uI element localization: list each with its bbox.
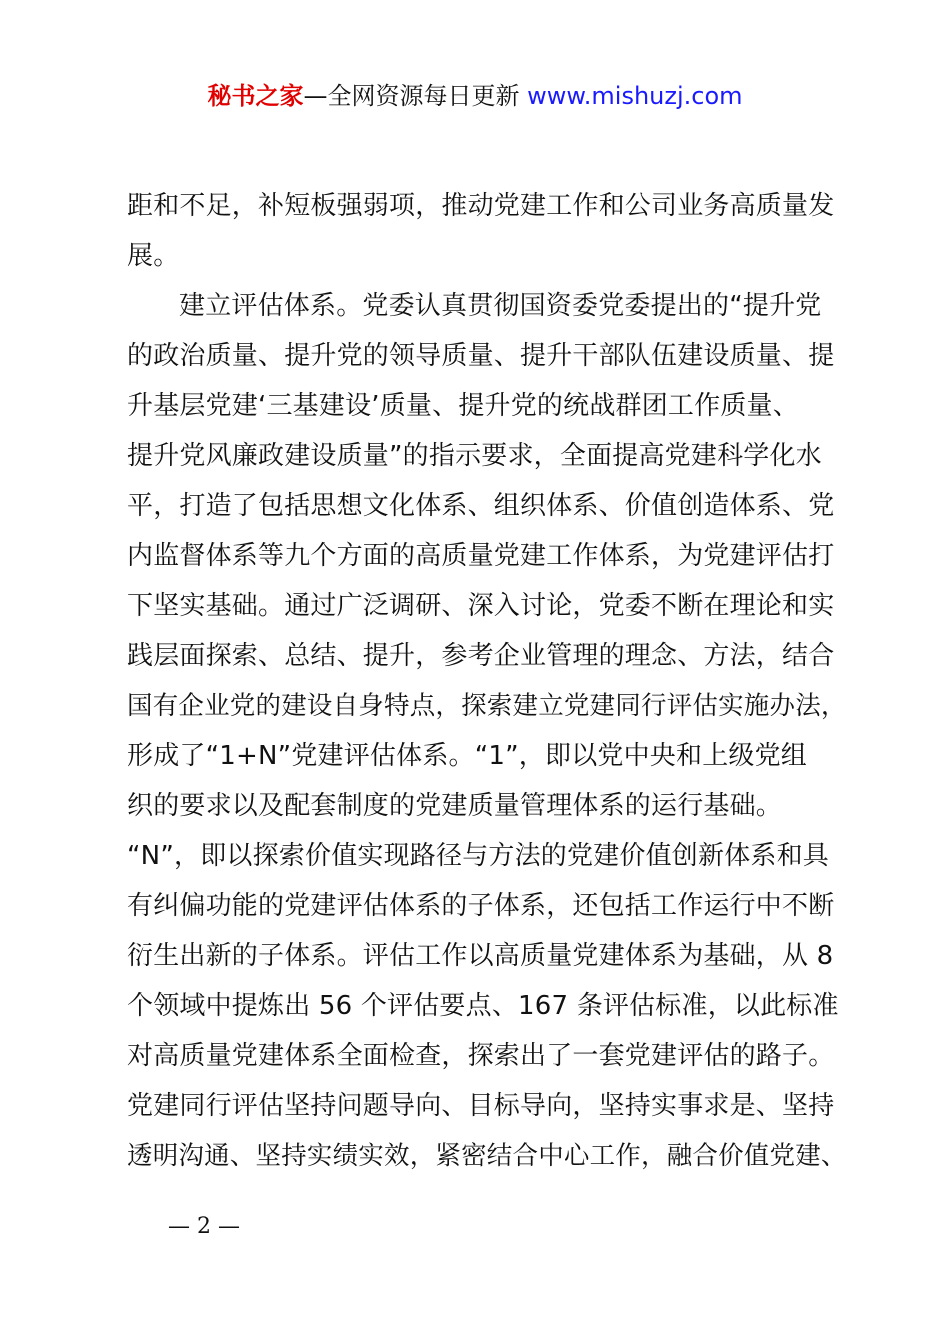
- body-line: 践层面探索、总结、提升，参考企业管理的理念、方法，结合: [127, 641, 835, 671]
- body-line: 提升党风廉政建设质量”的指示要求，全面提高党建科学化水: [127, 441, 822, 471]
- body-line: 展。: [127, 241, 180, 271]
- body-line: 织的要求以及配套制度的党建质量管理体系的运行基础。: [127, 791, 783, 821]
- banner-url-link[interactable]: www.mishuzj.com: [527, 82, 743, 110]
- body-line: 下坚实基础。通过广泛调研、深入讨论，党委不断在理论和实: [127, 591, 835, 621]
- body-line: 距和不足，补短板强弱项，推动党建工作和公司业务高质量发: [127, 191, 835, 221]
- body-line: 升基层党建‘三基建设’质量、提升党的统战群团工作质量、: [127, 391, 799, 421]
- body-line: 平，打造了包括思想文化体系、组织体系、价值创造体系、党: [127, 491, 835, 521]
- body-line: 党建同行评估坚持问题导向、目标导向，坚持实事求是、坚持: [127, 1091, 835, 1121]
- body-line: 的政治质量、提升党的领导质量、提升干部队伍建设质量、提: [127, 341, 835, 371]
- banner-tagline: —全网资源每日更新: [303, 82, 528, 110]
- body-line: “N”，即以探索价值实现路径与方法的党建价值创新体系和具: [127, 841, 829, 871]
- body-line: 透明沟通、坚持实绩实效，紧密结合中心工作，融合价值党建、: [127, 1141, 847, 1171]
- body-line: 对高质量党建体系全面检查，探索出了一套党建评估的路子。: [127, 1041, 835, 1071]
- body-line: 形成了“1+N”党建评估体系。“1”，即以党中央和上级党组: [127, 741, 807, 771]
- page-number: — 2 —: [168, 1214, 240, 1239]
- body-line: 个领域中提炼出 56 个评估要点、167 条评估标准，以此标准: [127, 991, 839, 1021]
- document-body: [127, 181, 847, 1181]
- paragraph-start-line: 建立评估体系。党委认真贯彻国资委党委提出的“提升党: [179, 291, 822, 321]
- body-line: 国有企业党的建设自身特点，探索建立党建同行评估实施办法，: [127, 691, 847, 721]
- banner-brand: 秘书之家: [207, 82, 304, 110]
- body-line: 有纠偏功能的党建评估体系的子体系，还包括工作运行中不断: [127, 891, 835, 921]
- body-line: 内监督体系等九个方面的高质量党建工作体系，为党建评估打: [127, 541, 835, 571]
- site-banner: [0, 80, 950, 112]
- body-line: 衍生出新的子体系。评估工作以高质量党建体系为基础，从 8: [127, 941, 834, 971]
